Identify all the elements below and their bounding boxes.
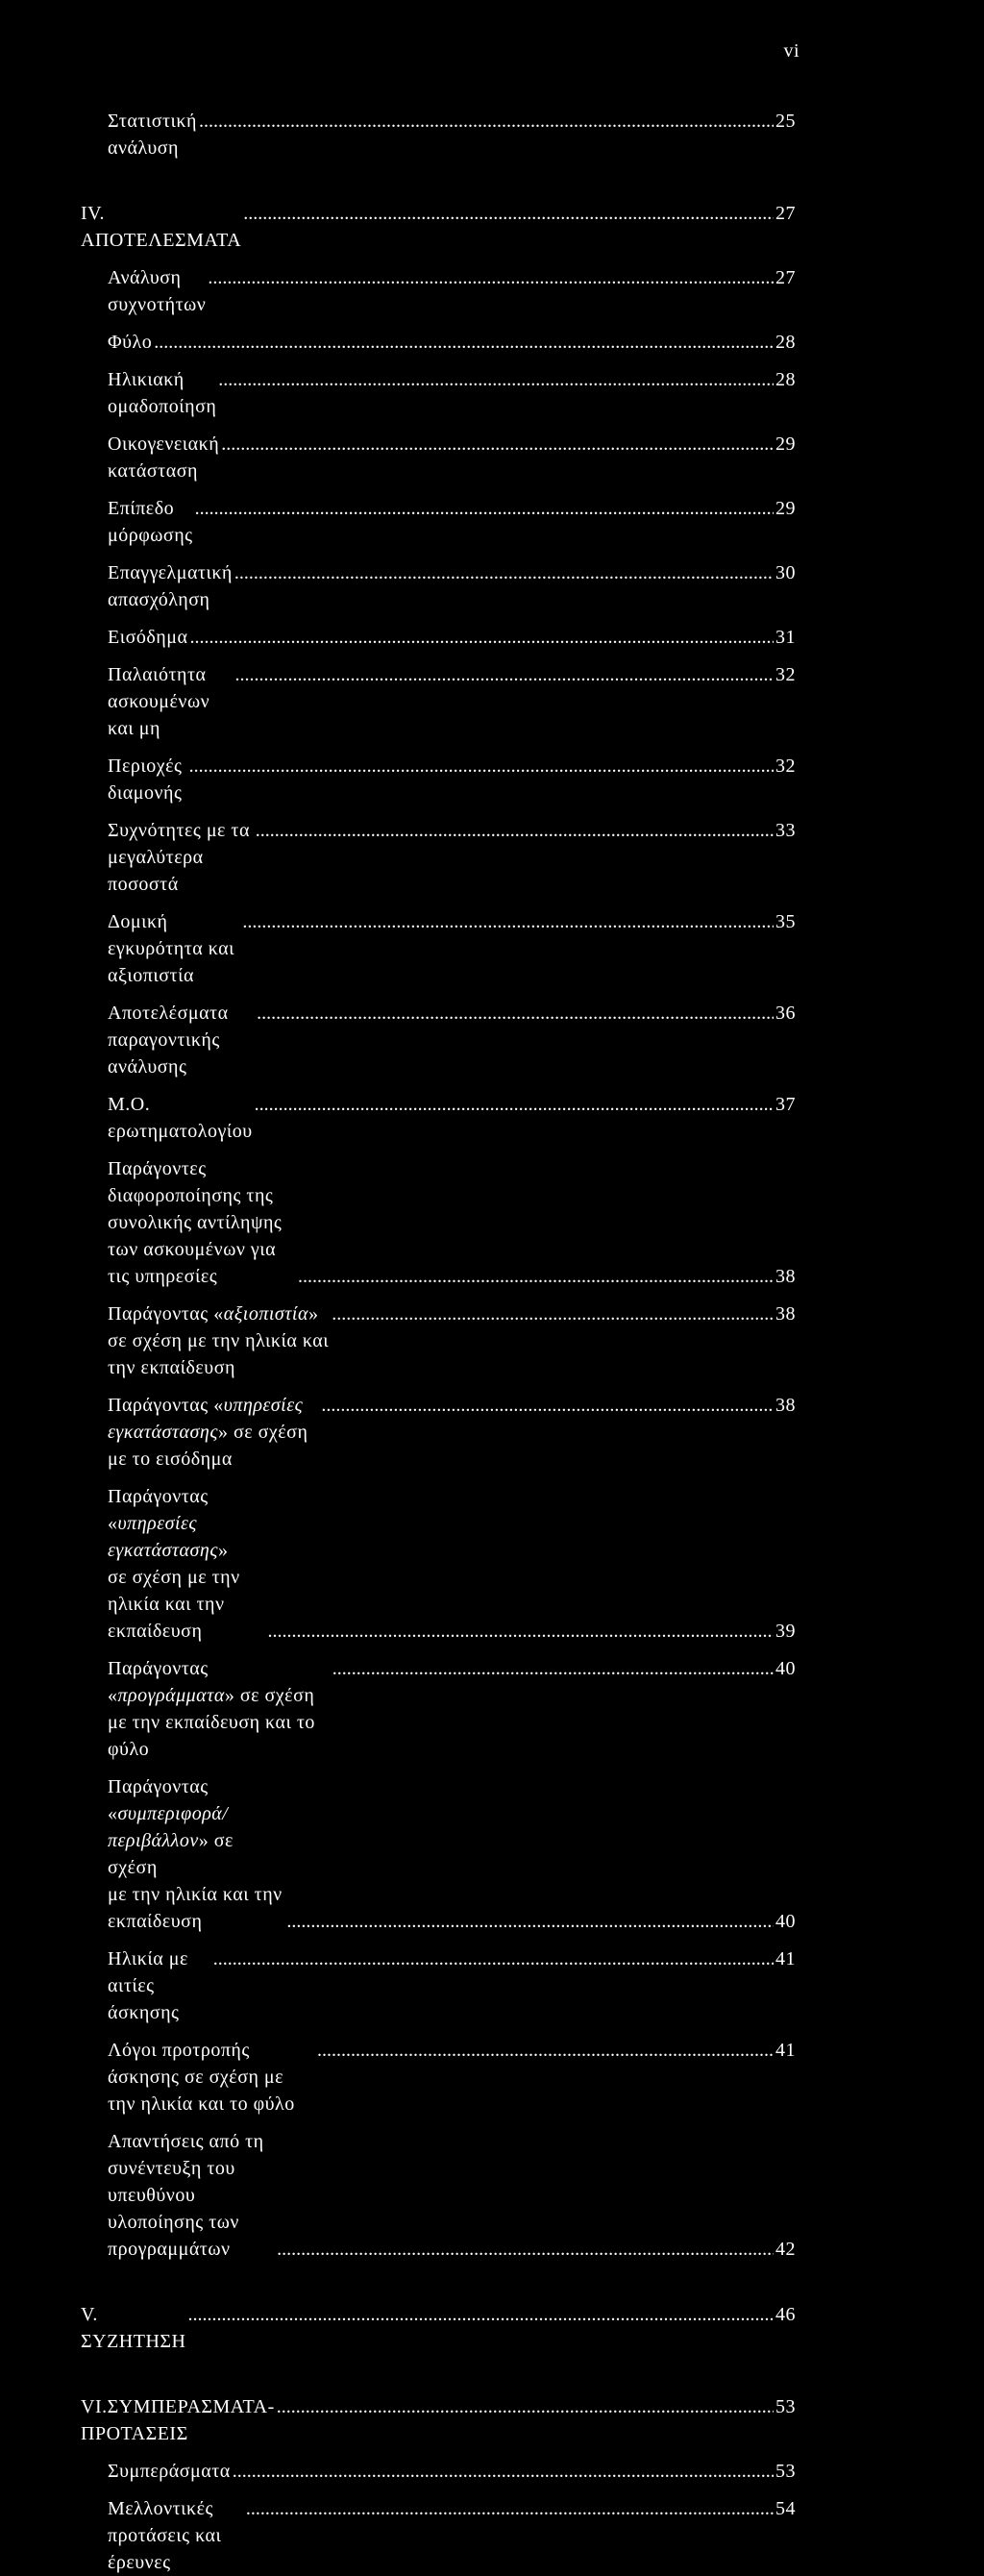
- toc-entry-title: Αποτελέσματα παραγοντικής ανάλυσης: [108, 1003, 229, 1077]
- dot-leader: [195, 495, 774, 522]
- dot-leader: [321, 1392, 774, 1419]
- toc-entry-title: Παλαιότητα ασκουμένων και μη: [108, 664, 210, 739]
- toc-entry-title-line2: των ασκουμένων για τις υπηρεσίες: [108, 1239, 277, 1287]
- title-italic: αξιοπιστία: [223, 1303, 308, 1325]
- dot-leader: [256, 817, 774, 844]
- dot-leader: [255, 1091, 774, 1118]
- dot-leader: [277, 2393, 774, 2420]
- toc-entry-title-line2: υλοποίησης των προγραμμάτων: [108, 2212, 239, 2260]
- toc-entry-title: V. ΣΥΖΗΤΗΣΗ: [81, 2304, 186, 2352]
- toc-entry-title: [108, 1655, 331, 1763]
- toc-chapter-conclusions[interactable]: [81, 2393, 796, 2447]
- dot-leader: [246, 2495, 774, 2522]
- toc-entry-page: 40: [775, 1911, 796, 1932]
- toc-entry-title: Λόγοι προτροπής άσκησης σε σχέση με την ηλικία και το φύλο: [108, 2040, 295, 2115]
- page-number: vi: [783, 40, 800, 62]
- dot-leader: [317, 2037, 774, 2064]
- toc-entry-validity-reliability[interactable]: [81, 908, 796, 989]
- toc-entry-page: 38: [775, 1266, 796, 1287]
- dot-leader: [218, 366, 774, 393]
- toc-entry-page: 33: [775, 820, 796, 841]
- toc-entry-page: 30: [775, 562, 796, 583]
- table-of-contents: [81, 108, 796, 2576]
- toc-entry-page: 38: [775, 1303, 796, 1325]
- toc-entry-title-line1: Παράγοντες διαφοροποίησης της συνολικής αντίληψης: [108, 1158, 283, 1233]
- toc-entry-title: [108, 1773, 284, 1935]
- toc-entry-statistical-analysis[interactable]: [81, 108, 796, 161]
- toc-entry-marital-status[interactable]: [81, 431, 796, 484]
- toc-entry-title: Περιοχές διαμονής: [108, 755, 183, 804]
- toc-entry-title: Φύλο: [108, 332, 153, 353]
- title-suffix: » σε σχέση με την ηλικία και την εκπαίδευση: [108, 1303, 330, 1378]
- toc-entry-age-grouping[interactable]: [81, 366, 796, 420]
- toc-entry-interview-answers[interactable]: [81, 2128, 796, 2263]
- title-prefix: Παράγοντας «: [108, 1776, 209, 1824]
- dot-leader: [154, 329, 774, 356]
- title-italic: συμπεριφορά/ περιβάλλον: [108, 1803, 229, 1851]
- toc-entry-factor-programs[interactable]: [81, 1655, 796, 1763]
- title-suffix: »: [217, 1540, 229, 1561]
- toc-entry-seniority[interactable]: [81, 661, 796, 742]
- toc-entry-differentiation-factors[interactable]: [81, 1155, 796, 1290]
- toc-entry-title-line1: Απαντήσεις από τη συνέντευξη του υπευθύνου: [108, 2131, 264, 2206]
- toc-entry-highest-frequencies[interactable]: [81, 817, 796, 898]
- toc-entry-page: 27: [775, 267, 796, 288]
- dot-leader: [298, 1263, 774, 1290]
- toc-entry-title: Ηλικιακή ομαδοποίηση: [108, 369, 217, 417]
- toc-entry-income[interactable]: [81, 624, 796, 651]
- toc-entry-factor-analysis[interactable]: [81, 1000, 796, 1080]
- dot-leader: [234, 661, 774, 688]
- title-suffix: » σε σχέση: [108, 1830, 234, 1878]
- dot-leader: [243, 200, 774, 227]
- toc-entry-page: 54: [775, 2498, 796, 2519]
- toc-entry-title: Στατιστική ανάλυση: [108, 111, 197, 159]
- toc-entry-title: [108, 1300, 330, 1381]
- dot-leader: [208, 264, 774, 291]
- toc-entry-age-exercise-reasons[interactable]: [81, 1945, 796, 2026]
- toc-entry-title: Ηλικία με αιτίες άσκησης: [108, 1948, 188, 2023]
- toc-entry-page: 28: [775, 369, 796, 390]
- dot-leader: [199, 108, 774, 135]
- title-prefix: Παράγοντας «: [108, 1395, 224, 1416]
- dot-leader: [277, 2236, 774, 2263]
- title-prefix: Παράγοντας «: [108, 1658, 209, 1706]
- toc-entry-title: Επίπεδο μόρφωσης: [108, 498, 193, 546]
- dot-leader: [233, 2458, 774, 2485]
- toc-chapter-results[interactable]: [81, 200, 796, 254]
- toc-entry-page: 53: [775, 2396, 796, 2417]
- toc-entry-title: Μ.Ο. ερωτηματολογίου: [108, 1094, 253, 1142]
- toc-entry-title: Επαγγελματική απασχόληση: [108, 562, 233, 610]
- title-suffix: » σε σχέση με την εκπαίδευση και το φύλο: [108, 1685, 315, 1760]
- toc-entry-page: 29: [775, 433, 796, 455]
- toc-entry-gender[interactable]: [81, 329, 796, 356]
- toc-entry-title: [108, 1392, 319, 1473]
- title-prefix: Παράγοντας «: [108, 1486, 209, 1534]
- toc-entry-factor-reliability[interactable]: [81, 1300, 796, 1381]
- dot-leader: [257, 1000, 774, 1027]
- dot-leader: [213, 1945, 774, 1972]
- toc-entry-title: Δομική εγκυρότητα και αξιοπιστία: [108, 911, 234, 986]
- toc-entry-title-line2: με την ηλικία και την εκπαίδευση: [108, 1884, 283, 1932]
- toc-entry-title: Εισόδημα: [108, 627, 188, 648]
- dot-leader: [242, 908, 774, 935]
- toc-entry-future-research[interactable]: [81, 2495, 796, 2576]
- toc-entry-factor-facilities-age[interactable]: [81, 1483, 796, 1645]
- toc-entry-title: IV. ΑΠΟΤΕΛΕΣΜΑΤΑ: [81, 203, 242, 251]
- toc-entry-page: 39: [775, 1621, 796, 1642]
- toc-entry-page: 46: [775, 2304, 796, 2325]
- dot-leader: [189, 753, 774, 780]
- dot-leader: [332, 1655, 774, 1682]
- toc-entry-page: 25: [775, 111, 796, 132]
- toc-entry-page: 28: [775, 332, 796, 353]
- dot-leader: [221, 431, 774, 458]
- toc-entry-title-line2: σε σχέση με την ηλικία και την εκπαίδευση: [108, 1567, 240, 1642]
- toc-entry-page: 40: [775, 1658, 796, 1679]
- toc-entry-title: [108, 2128, 275, 2263]
- toc-entry-page: 36: [775, 1003, 796, 1024]
- toc-entry-title: Συμπεράσματα: [108, 2461, 231, 2482]
- toc-chapter-discussion[interactable]: [81, 2301, 796, 2355]
- toc-entry-title: VI.ΣΥΜΠΕΡΑΣΜΑΤΑ-ΠΡΟΤΑΣΕΙΣ: [81, 2396, 275, 2444]
- dot-leader: [189, 624, 774, 651]
- title-italic: υπηρεσίες εγκατάστασης: [108, 1513, 218, 1561]
- title-prefix: Παράγοντας «: [108, 1303, 224, 1325]
- dot-leader: [286, 1908, 774, 1935]
- toc-entry-exercise-motivation[interactable]: [81, 2037, 796, 2118]
- toc-entry-frequency-analysis[interactable]: [81, 264, 796, 318]
- title-italic: προγράμματα: [117, 1685, 225, 1706]
- toc-entry-employment[interactable]: [81, 559, 796, 613]
- toc-entry-page: 53: [775, 2461, 796, 2482]
- toc-entry-page: 27: [775, 203, 796, 224]
- toc-entry-residence-areas[interactable]: [81, 753, 796, 806]
- title-suffix: » σε σχέση με το εισόδημα: [108, 1422, 308, 1470]
- dot-leader: [187, 2301, 774, 2328]
- toc-entry-conclusions[interactable]: [81, 2458, 796, 2485]
- toc-entry-title: Μελλοντικές προτάσεις και έρευνες: [108, 2498, 222, 2573]
- toc-entry-page: 32: [775, 664, 796, 685]
- toc-entry-title: Συχνότητες με τα μεγαλύτερα ποσοστά: [108, 820, 250, 895]
- toc-entry-factor-behavior[interactable]: [81, 1773, 796, 1935]
- toc-entry-title: [108, 1155, 296, 1290]
- toc-entry-questionnaire-means[interactable]: [81, 1091, 796, 1145]
- toc-entry-page: 37: [775, 1094, 796, 1115]
- toc-entry-page: 42: [775, 2239, 796, 2260]
- toc-entry-title: Ανάλυση συχνοτήτων: [108, 267, 207, 315]
- toc-entry-factor-facilities-income[interactable]: [81, 1392, 796, 1473]
- dot-leader: [267, 1618, 774, 1645]
- dot-leader: [234, 559, 774, 586]
- toc-entry-page: 31: [775, 627, 796, 648]
- toc-entry-title: Οικογενειακή κατάσταση: [108, 433, 220, 482]
- toc-entry-page: 38: [775, 1395, 796, 1416]
- dot-leader: [332, 1300, 774, 1327]
- toc-entry-page: 41: [775, 2040, 796, 2061]
- toc-entry-page: 41: [775, 1948, 796, 1969]
- toc-entry-page: 35: [775, 911, 796, 932]
- toc-entry-page: 29: [775, 498, 796, 519]
- title-italic: υπηρεσίες εγκατάστασης: [108, 1395, 304, 1443]
- toc-entry-page: 32: [775, 755, 796, 777]
- toc-entry-education-level[interactable]: [81, 495, 796, 549]
- toc-entry-title: [108, 1483, 265, 1645]
